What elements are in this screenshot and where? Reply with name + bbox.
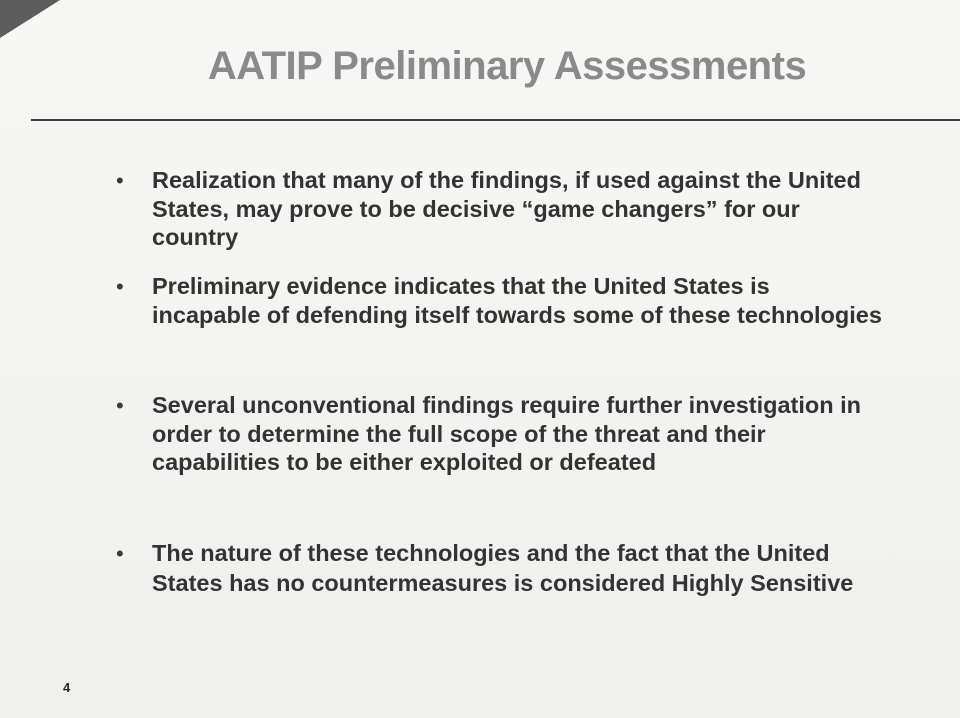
bullet-marker: • xyxy=(116,168,124,193)
corner-mark xyxy=(0,0,60,38)
bullet-text: Realization that many of the findings, if used against the United States, may prove to be decisive “game changers” for our country xyxy=(152,167,861,250)
title-divider xyxy=(31,119,960,121)
bullet-text: The nature of these technologies and the fact that the United States has no countermeasures is considered Highly Sensitive xyxy=(152,540,854,596)
bullet-marker: • xyxy=(116,541,124,566)
slide-title: AATIP Preliminary Assessments xyxy=(207,44,807,88)
bullet-text: Preliminary evidence indicates that the United States is incapable of defending itself towards some of these technologies xyxy=(152,273,882,328)
bullet-marker: • xyxy=(116,274,124,299)
page-number: 4 xyxy=(63,680,71,695)
bullet-marker: • xyxy=(116,393,124,418)
bullet-text: Several unconventional findings require further investigation in order to determine the full scope of the threat and their capabilities to be either exploited or defeated xyxy=(152,392,862,475)
